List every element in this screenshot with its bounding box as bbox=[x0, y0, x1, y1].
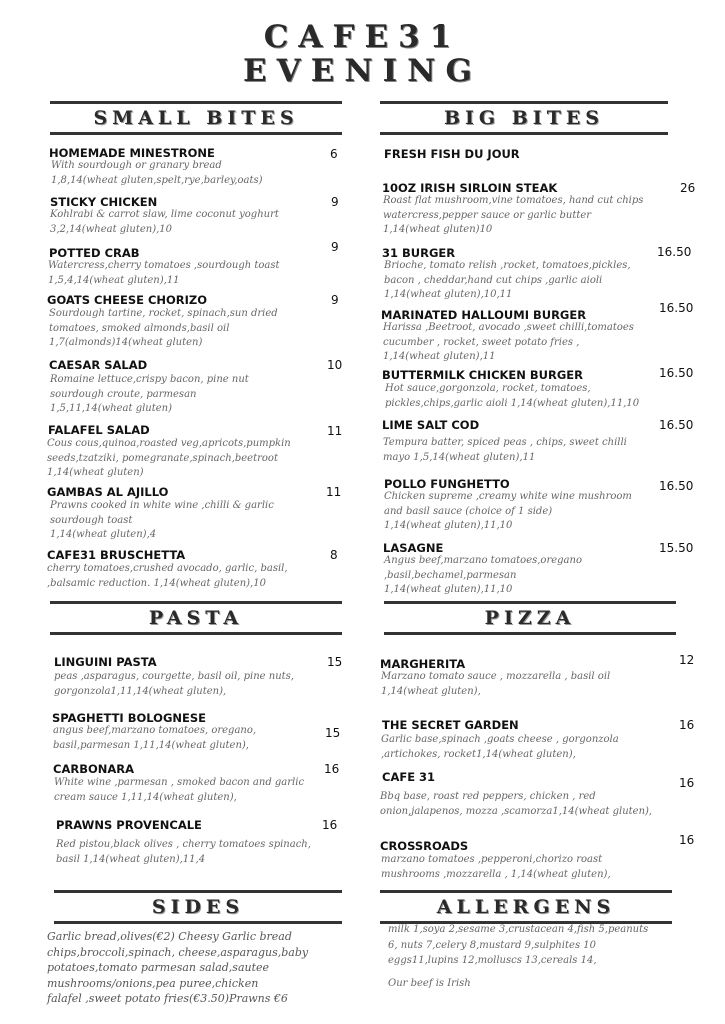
menu-item-price: 16 bbox=[679, 718, 695, 732]
menu-item-price: 16.50 bbox=[657, 245, 692, 259]
big-bites-heading: BIG BITES bbox=[443, 107, 605, 129]
menu-item-desc: Harissa ,Beetroot, avocado ,sweet chilli,tomatoes cucumber , rocket, sweet potato fries , 1,14(wheat gluten),11 bbox=[383, 322, 634, 362]
sides-header bbox=[54, 890, 342, 924]
menu-item-desc: Sourdough tartine, rocket, spinach,sun dried tomatoes, smoked almonds,basil oil 1,7(almonds)14(wheat gluten) bbox=[49, 308, 278, 348]
menu-item-price: 16.50 bbox=[659, 301, 694, 315]
menu-item-desc: Prawns cooked in white wine ,chilli & garlic sourdough toast 1,14(wheat gluten),4 bbox=[50, 500, 274, 540]
menu-item-name: BUTTERMILK CHICKEN BURGER bbox=[382, 368, 584, 382]
menu-item-price: 12 bbox=[679, 653, 695, 667]
menu-item-price: 15 bbox=[327, 655, 343, 669]
menu-item-name: PRAWNS PROVENCALE bbox=[56, 818, 202, 832]
menu-item-price: 16 bbox=[322, 818, 338, 832]
small-bites-header bbox=[50, 101, 342, 135]
menu-item-desc: Hot sauce,gorgonzola, rocket, tomatoes, pickles,chips,garlic aioli 1,14(wheat gluten),11,10 bbox=[385, 383, 640, 409]
menu-item-name: LASAGNE bbox=[383, 541, 444, 555]
menu-item-desc: Cous cous,quinoa,roasted veg,apricots,pumpkin seeds,tzatziki, pomegranate,spinach,beetroot 1,14(wheat gluten) bbox=[47, 438, 291, 478]
menu-item-price: 16 bbox=[679, 776, 695, 790]
menu-item-price: 26 bbox=[680, 181, 696, 195]
pizza-heading: PIZZA bbox=[484, 607, 576, 629]
allergens-header bbox=[380, 890, 672, 924]
menu-item-price: 16.50 bbox=[659, 479, 694, 493]
menu-item-name: LIME SALT COD bbox=[382, 418, 480, 432]
menu-item-price: 15.50 bbox=[659, 541, 694, 555]
menu-title: CAFE31 bbox=[263, 19, 462, 55]
menu-item-desc: cherry tomatoes,crushed avocado, garlic, basil, ,balsamic reduction. 1,14(wheat gluten),10 bbox=[47, 563, 288, 589]
sides-text: Garlic bread,olives(€2) Cheesy Garlic bread chips,broccoli,spinach, cheese,asparagus,baby potatoes,tomato parmesan salad,sautee mushrooms/onions,pea puree,chicken falafel ,sweet potato fries(€3.50)Prawns €6 bbox=[47, 930, 309, 1005]
pasta-header bbox=[50, 601, 342, 635]
menu-item-price: 15 bbox=[325, 726, 341, 740]
menu-item-name: MARINATED HALLOUMI BURGER bbox=[381, 308, 587, 322]
menu-item-name: POLLO FUNGHETTO bbox=[384, 477, 510, 491]
menu-item-name: GAMBAS AL AJILLO bbox=[47, 485, 169, 499]
menu-item-name: FRESH FISH DU JOUR bbox=[384, 147, 520, 161]
menu-item-price: 9 bbox=[331, 195, 339, 209]
menu-item-price: 16 bbox=[679, 833, 695, 847]
menu-item-desc: Kohlrabi & carrot slaw, lime coconut yoghurt 3,2,14(wheat gluten),10 bbox=[50, 209, 279, 235]
menu-item-desc: Marzano tomato sauce , mozzarella , basil oil 1,14(wheat gluten), bbox=[381, 671, 611, 697]
menu-item-desc: Red pistou,black olives , cherry tomatoes spinach, basil 1,14(wheat gluten),11,4 bbox=[56, 839, 311, 865]
menu-item-price: 9 bbox=[331, 240, 339, 254]
menu-item-price: 6 bbox=[330, 147, 338, 161]
small-bites-heading: SMALL BITES bbox=[93, 107, 299, 129]
menu-item-desc: White wine ,parmesan , smoked bacon and garlic cream sauce 1,11,14(wheat gluten), bbox=[54, 777, 305, 803]
menu-item-name: THE SECRET GARDEN bbox=[382, 718, 519, 732]
menu-item-name: CAESAR SALAD bbox=[49, 358, 148, 372]
menu-item-price: 16.50 bbox=[659, 366, 694, 380]
menu-item-desc: Roast flat mushroom,vine tomatoes, hand cut chips watercress,pepper sauce or garlic butter 1,14(wheat gluten)10 bbox=[383, 195, 644, 235]
pizza-header bbox=[384, 601, 676, 635]
sides-heading: SIDES bbox=[151, 896, 245, 918]
menu-item-name: CROSSROADS bbox=[380, 839, 469, 853]
menu-item-price: 16.50 bbox=[659, 418, 694, 432]
menu-item-desc: With sourdough or granary bread 1,8,14(wheat gluten,spelt,rye,barley,oats) bbox=[51, 160, 263, 186]
menu-item-name: MARGHERITA bbox=[380, 657, 466, 671]
menu-item-desc: Chicken supreme ,creamy white wine mushroom and basil sauce (choice of 1 side) 1,14(wheat gluten),11,10 bbox=[384, 491, 632, 531]
menu-item-desc: Bbq base, roast red peppers, chicken , red onion,jalapenos, mozza ,scamorza1,14(wheat gluten), bbox=[380, 791, 653, 817]
menu-item-desc: angus beef,marzano tomatoes, oregano, basil,parmesan 1,11,14(wheat gluten), bbox=[53, 725, 257, 751]
menu-subtitle: EVENING bbox=[243, 53, 482, 89]
menu-item-price: 10 bbox=[327, 358, 343, 372]
menu-item-desc: Romaine lettuce,crispy bacon, pine nut sourdough croute, parmesan 1,5,11,14(wheat gluten) bbox=[50, 374, 249, 414]
menu-item-price: 9 bbox=[331, 293, 339, 307]
menu-item-name: HOMEMADE MINESTRONE bbox=[49, 146, 215, 160]
menu-item-name: 31 BURGER bbox=[382, 246, 456, 260]
menu-item-price: 11 bbox=[326, 485, 342, 499]
menu-item-name: STICKY CHICKEN bbox=[50, 195, 158, 209]
pasta-heading: PASTA bbox=[148, 607, 244, 629]
allergens-text: milk 1,soya 2,sesame 3,crustacean 4,fish 5,peanuts 6, nuts 7,celery 8,mustard 9,sulphites 10 eggs11,lupins 12,molluscs 13,cereals 14, bbox=[388, 924, 649, 966]
menu-item-desc: marzano tomatoes ,pepperoni,chorizo roast mushrooms ,mozzarella , 1,14(wheat gluten), bbox=[381, 854, 611, 880]
menu-item-name: 10OZ IRISH SIRLOIN STEAK bbox=[382, 181, 558, 195]
menu-item-desc: Garlic base,spinach ,goats cheese , gorgonzola ,artichokes, rocket1,14(wheat gluten), bbox=[381, 734, 619, 760]
menu-item-desc: Angus beef,marzano tomatoes,oregano ,basil,bechamel,parmesan 1,14(wheat gluten),11,10 bbox=[384, 555, 582, 595]
allergens-note: Our beef is Irish bbox=[388, 978, 471, 989]
menu-item-name: CAFE 31 bbox=[382, 770, 436, 784]
menu-item-name: CAFE31 BRUSCHETTA bbox=[47, 548, 186, 562]
menu-item-price: 8 bbox=[330, 548, 338, 562]
menu-item-desc: Watercress,cherry tomatoes ,sourdough toast 1,5,4,14(wheat gluten),11 bbox=[48, 260, 280, 286]
menu-item-price: 11 bbox=[327, 424, 343, 438]
allergens-heading: ALLERGENS bbox=[436, 896, 616, 918]
menu-item-name: SPAGHETTI BOLOGNESE bbox=[52, 711, 207, 725]
menu-item-desc: Tempura batter, spiced peas , chips, sweet chilli mayo 1,5,14(wheat gluten),11 bbox=[383, 437, 627, 463]
menu-item-desc: Brioche, tomato relish ,rocket, tomatoes,pickles, bacon , cheddar,hand cut chips ,garlic aioli 1,14(wheat gluten),10,11 bbox=[384, 260, 631, 300]
menu-item-name: LINGUINI PASTA bbox=[54, 655, 157, 669]
big-bites-header bbox=[380, 101, 668, 135]
menu-item-desc: peas ,asparagus, courgette, basil oil, pine nuts, gorgonzola1,11,14(wheat gluten), bbox=[54, 671, 294, 697]
menu-item-name: FALAFEL SALAD bbox=[48, 423, 150, 437]
menu-item-name: POTTED CRAB bbox=[49, 246, 140, 260]
menu-item-name: GOATS CHEESE CHORIZO bbox=[47, 293, 208, 307]
menu-item-name: CARBONARA bbox=[53, 762, 135, 776]
menu-item-price: 16 bbox=[324, 762, 340, 776]
